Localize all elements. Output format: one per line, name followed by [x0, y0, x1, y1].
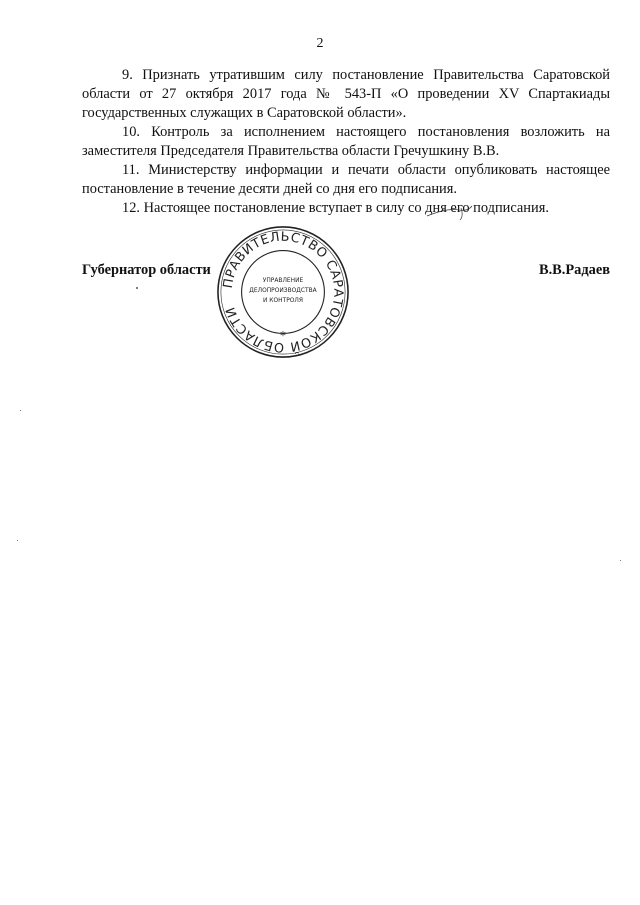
handwritten-mark: [425, 202, 475, 222]
signature-name: В.В.Радаев: [538, 262, 610, 278]
scan-speck: [17, 540, 18, 541]
paragraph-10: 10. Контроль за исполнением настоящего постановления возложить на заместителя Председателя Правительства области Гречушкину В.В.: [82, 124, 610, 159]
seal-ring-text: ПРАВИТЕЛЬСТВО САРАТОВСКОЙ ОБЛАСТИ: [220, 229, 346, 355]
document-body: [82, 66, 610, 218]
seal-inner-line-3: И КОНТРОЛЯ: [263, 297, 303, 304]
official-seal-stamp: [214, 223, 352, 361]
seal-inner-line-2: ДЕЛОПРОИЗВОДСТВА: [249, 288, 317, 294]
signature-title: Губернатор области: [82, 262, 211, 278]
paragraph-11: 11. Министерству информации и печати области опубликовать настоящее постановление в течение десяти дней со дня его подписания.: [82, 162, 610, 197]
scan-speck: [136, 287, 138, 289]
page-number: 2: [316, 36, 324, 51]
seal-inner-line-1: УПРАВЛЕНИЕ: [262, 278, 304, 285]
seal-star: *: [280, 328, 286, 343]
paragraph-9: 9. Признать утратившим силу постановление Правительства Саратовской области от 27 октября 2017 года № 543-П «О проведении XV Спартакиады государственных служащих в Саратовской области».: [82, 67, 610, 121]
scan-speck: [620, 560, 621, 561]
scan-speck: [20, 410, 21, 411]
paragraph-12: 12. Настоящее постановление вступает в силу со дня его подписания.: [122, 200, 549, 216]
